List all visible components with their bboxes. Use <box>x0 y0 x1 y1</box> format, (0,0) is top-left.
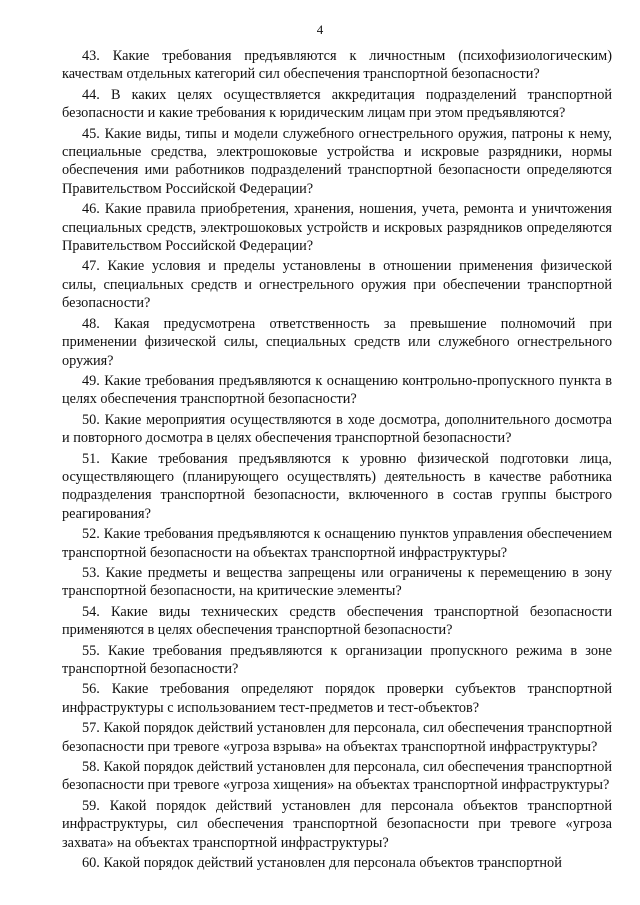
question-45: 45. Какие виды, типы и модели служебного огнестрельного оружия, патроны к нему, специальные средства, электрошоковые устройства и искровые разрядники, нормы обеспечения ими работников подразделений транспортной безопасности определяются Правительством Российской Федерации? <box>62 125 612 197</box>
question-58: 58. Какой порядок действий установлен для персонала, сил обеспечения транспортной безопасности при тревоге «угроза хищения» на объектах транспортной инфраструктуры? <box>62 759 612 794</box>
question-54: 54. Какие виды технических средств обеспечения транспортной безопасности применяются в целях обеспечения транспортной безопасности? <box>62 603 612 639</box>
page-number: 4 <box>316 22 324 37</box>
question-59: 59. Какой порядок действий установлен для персонала объектов транспортной инфраструктуры, сил обеспечения транспортной безопасности при тревоге «угроза захвата» на объектах транспортной инфраструктуры? <box>62 797 612 851</box>
question-53: 53. Какие предметы и вещества запрещены или ограничены к перемещению в зону транспортной безопасности, на критические элементы? <box>62 564 612 600</box>
question-55: 55. Какие требования предъявляются к организации пропускного режима в зоне транспортной безопасности? <box>62 642 612 677</box>
question-50: 50. Какие мероприятия осуществляются в ходе досмотра, дополнительного досмотра и повторного досмотра в целях обеспечения транспортной безопасности? <box>62 411 612 447</box>
question-list <box>62 47 612 874</box>
question-60: 60. Какой порядок действий установлен для персонала объектов транспортной <box>82 855 562 872</box>
question-47: 47. Какие условия и пределы установлены в отношении применения физической силы, специальных средств и огнестрельного оружия при обеспечении транспортной безопасности? <box>62 258 612 312</box>
question-43: 43. Какие требования предъявляются к личностным (психофизиологическим) качествам отдельных категорий сил обеспечения транспортной безопасности? <box>62 48 612 83</box>
question-44: 44. В каких целях осуществляется аккредитация подразделений транспортной безопасности и какие требования к юридическим лицам при этом предъявляются? <box>62 86 612 122</box>
question-51: 51. Какие требования предъявляются к уровню физической подготовки лица, осуществляющего (планирующего осуществлять) деятельность в качестве работника подразделения транспортной безопасности, включенного в состав группы быстрого реагирования? <box>62 450 612 522</box>
question-56: 56. Какие требования определяют порядок проверки субъектов транспортной инфраструктуры с использованием тест-предметов и тест-объектов? <box>62 681 612 716</box>
question-46: 46. Какие правила приобретения, хранения, ношения, учета, ремонта и уничтожения специальных средств, электрошоковых устройств и искровых разрядников определяются Правительством Российской Федерации? <box>62 201 612 255</box>
question-52: 52. Какие требования предъявляются к оснащению пунктов управления обеспечением транспортной безопасности на объектах транспортной инфраструктуры? <box>62 526 612 561</box>
question-48: 48. Какая предусмотрена ответственность за превышение полномочий при применении физической силы, специальных средств или служебного огнестрельного оружия? <box>62 315 612 369</box>
question-49: 49. Какие требования предъявляются к оснащению контрольно-пропускного пункта в целях обеспечения транспортной безопасности? <box>62 372 612 408</box>
question-57: 57. Какой порядок действий установлен для персонала, сил обеспечения транспортной безопасности при тревоге «угроза взрыва» на объектах транспортной инфраструктуры? <box>62 720 612 755</box>
